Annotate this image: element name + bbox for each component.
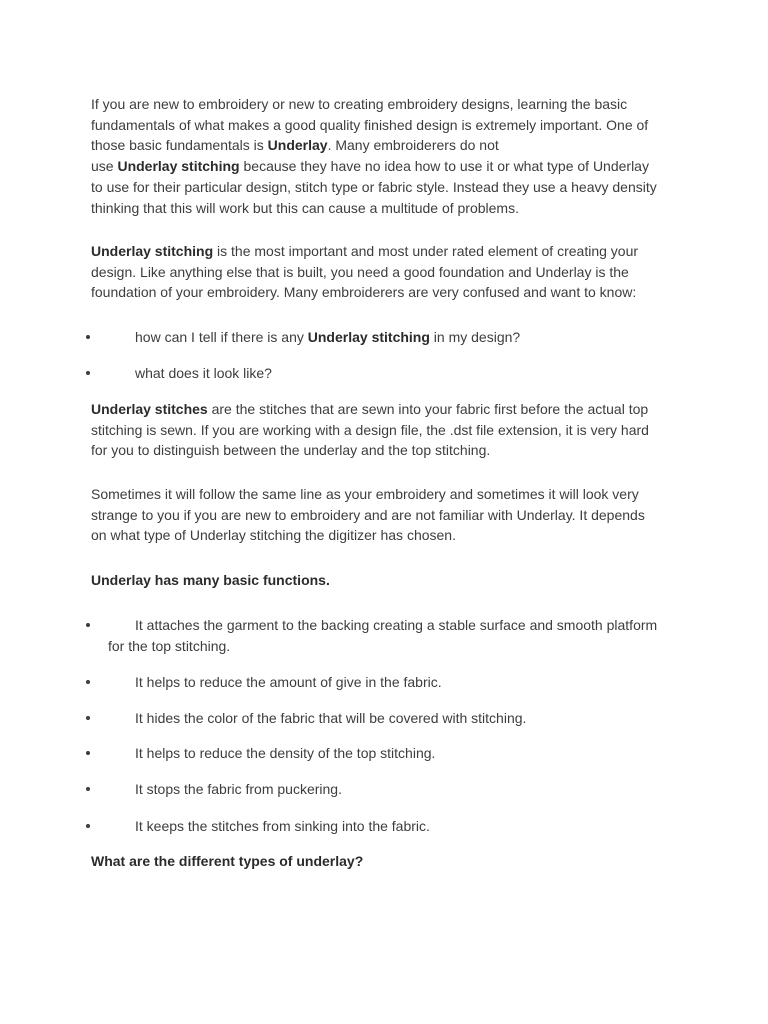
bullet-icon xyxy=(86,716,90,720)
function-text-line-1: It attaches the garment to the backing creating a stable surface and smooth platform xyxy=(135,617,658,633)
types-heading: What are the different types of underlay? xyxy=(91,853,364,869)
function-text: It keeps the stitches from sinking into the fabric. xyxy=(135,818,430,834)
bullet-icon xyxy=(86,371,90,375)
bullet-icon xyxy=(86,623,90,627)
intro-line-5: to use for their particular design, stitch type or fabric style. Instead they use a heavy density xyxy=(91,178,657,195)
intro-line-3-rest: . Many embroiderers do not xyxy=(327,137,499,154)
intro-paragraph xyxy=(91,94,691,218)
definition-line-3: for you to distinguish between the underlay and the top stitching. xyxy=(91,442,491,459)
bullet-icon xyxy=(86,680,90,684)
bullet-icon xyxy=(86,824,90,828)
intro-line-4-rest: because they have no idea how to use it or what type of Underlay xyxy=(239,158,649,175)
appearance-line-1: Sometimes it will follow the same line as your embroidery and sometimes it will look very xyxy=(91,486,639,502)
function-text: It helps to reduce the density of the top stitching. xyxy=(135,745,436,761)
question-text-end: in my design? xyxy=(429,329,521,345)
underlay-term: Underlay xyxy=(267,137,328,154)
question-text: what does it look like? xyxy=(135,365,272,381)
definition-line-2: stitching is sewn. If you are working with a design file, the .dst file extension, it is very hard xyxy=(91,421,649,438)
bullet-icon xyxy=(86,787,90,791)
importance-line-1 xyxy=(91,241,691,262)
question-text xyxy=(135,327,695,348)
bullet-icon xyxy=(86,335,90,339)
intro-line-1: If you are new to embroidery or new to creating embroidery designs, learning the basic xyxy=(91,96,628,112)
intro-line-4-text: use xyxy=(91,158,118,175)
importance-paragraph xyxy=(91,241,691,303)
intro-line-4 xyxy=(91,156,691,177)
underlay-stitching-term: Underlay stitching xyxy=(307,329,430,345)
function-text-line-2: for the top stitching. xyxy=(108,637,231,654)
question-text-start: how can I tell if there is any xyxy=(135,329,308,345)
appearance-line-3: on what type of Underlay stitching the digitizer has chosen. xyxy=(91,527,456,544)
intro-line-6: thinking that this will work but this can cause a multitude of problems. xyxy=(91,199,519,216)
function-text: It hides the color of the fabric that will be covered with stitching. xyxy=(135,710,527,726)
appearance-paragraph xyxy=(91,484,691,546)
function-text: It helps to reduce the amount of give in the fabric. xyxy=(135,674,442,690)
underlay-stitches-term: Underlay stitches xyxy=(91,401,208,417)
importance-line-2: design. Like anything else that is built, you need a good foundation and Underlay is the xyxy=(91,263,629,280)
definition-line-1 xyxy=(91,399,691,420)
intro-line-3 xyxy=(91,135,691,156)
functions-heading: Underlay has many basic functions. xyxy=(91,572,330,588)
underlay-stitching-term: Underlay stitching xyxy=(91,243,214,259)
definition-line-1-rest: are the stitches that are sewn into your fabric first before the actual top xyxy=(207,401,649,417)
underlay-stitching-term: Underlay stitching xyxy=(117,158,240,175)
importance-line-1-rest: is the most important and most under rated element of creating your xyxy=(213,243,639,259)
function-text: It stops the fabric from puckering. xyxy=(135,781,342,797)
importance-line-3: foundation of your embroidery. Many embroiderers are very confused and want to know: xyxy=(91,284,637,301)
bullet-icon xyxy=(86,751,90,755)
intro-line-2: fundamentals of what makes a good quality finished design is extremely important. One of xyxy=(91,116,649,133)
intro-line-3-text: those basic fundamentals is xyxy=(91,137,268,154)
appearance-line-2: strange to you if you are new to embroidery and are not familiar with Underlay. It depends xyxy=(91,506,645,523)
definition-paragraph xyxy=(91,399,691,461)
